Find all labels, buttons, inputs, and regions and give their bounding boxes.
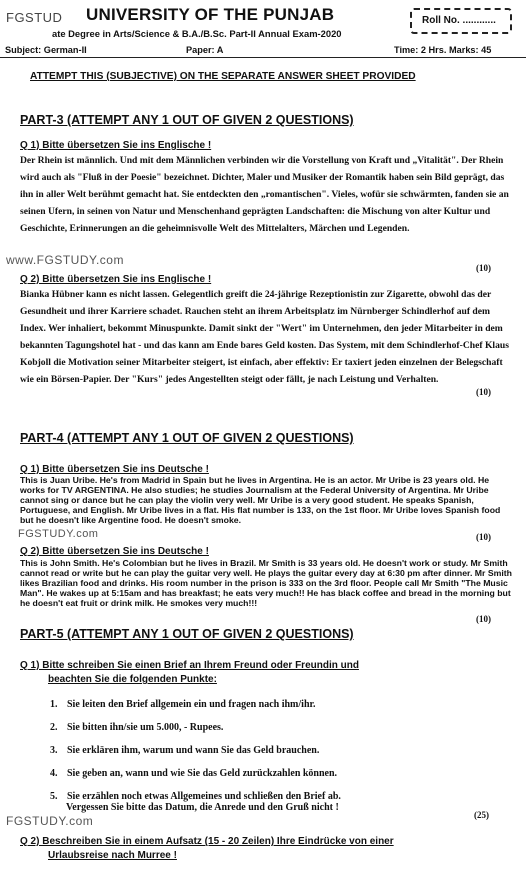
point-item: 2. Sie bitten ihn/sie um 5.000, - Rupees. [50,722,224,733]
part5-q1-heading-line2: beachten Sie die folgenden Punkte: [48,674,217,685]
part5-q2-heading-line1: Q 2) Beschreiben Sie in einem Aufsatz (15 - 20 Zeilen) Ihre Eindrücke von einer [20,836,394,847]
watermark-header: FGSTUD [6,10,63,25]
part5-q2-heading-line2: Urlaubsreise nach Murree ! [48,850,177,861]
part4-q2-marks: (10) [476,614,491,624]
point-item: 4. Sie geben an, wann und wie Sie das Geld zurückzahlen können. [50,768,338,779]
paper-label: Paper: A [186,45,224,55]
part5-q1-closing: Vergessen Sie bitte das Datum, die Anrede und den Gruß nicht ! [66,802,339,813]
part3-q2-heading: Q 2) Bitte übersetzen Sie ins Englische ! [20,274,212,285]
part4-title: PART-4 (ATTEMPT ANY 1 OUT OF GIVEN 2 QUESTIONS) [20,431,354,445]
time-marks-label: Time: 2 Hrs. Marks: 45 [394,45,492,55]
part5-q1-marks: (25) [474,810,489,820]
part3-q1-text: Der Rhein ist männlich. Und mit dem Männlichen verbinden wir die Vorstellung von Kraft und „Vitalität". Der Rhein wird auch als "Fluß in der Poesie" bezeichnet. Dichter, Maler und Musiker der Romantik haben sein Bild geprägt, das ihn in aller Welt berühmt gemacht hat. Sie entdeckten den „romantischen". Vieles, wofür sie schwärmten, fanden sie an seinen Ufern, in seinen von Natur und Menschenhand geprägten Landschaften: die Mischung von alter Kultur und Geschichte, Erinnerungen an die geheimnisvolle Welt des Mittelalters, Märchen und Legenden. [20,155,509,234]
part3-q2-text: Bianka Hübner kann es nicht lassen. Gelegentlich greift die 24-jährige Rezeptionistin zur Zigarette, obwohl das der Gesundheit und ihrer Karriere schadet. Rauchen steht an ihrem Arbeitsplatz im Nürnberger Schindlerhof auf dem Index. Wer inhaliert, bekommt Minuspunkte. Damit sinkt der "Wert" im Unternehmen, den jeder Mitarbeiter in dem bekannten Tagungshotel hat - und das kann am Ende bares Geld kosten. Das System, mit dem Schindlerhof-Chef Klaus Kobjoll die Motivation seiner Mitarbeiter steigert, ist einfach, aber effektiv: Er taxiert jeden einzelnen der Belegschaft wie ein Börsen-Papier. Der "Kurs" jedes Angestellten steigt oder fällt, je nach Leistung und Verhalten. [20,289,509,385]
subject-label: Subject: German-II [5,45,87,55]
part3-q1-marks: (10) [476,263,491,273]
watermark-1: www.FGSTUDY.com [6,253,124,267]
part4-q1-text: This is Juan Uribe. He's from Madrid in Spain but he lives in Argentina. He is an actor. Mr Uribe is 23 years old. He works for TV ARGENTINA. He also studies; he studies Journalism at the Federal University of Argentina. Mr Uribe cannot sing or dance but he can play the violin very well. Mr Uribe is a very good student. He speaks Spanish, Portuguese, and English. Mr Uribe lives in a flat. His flat number is 133, on the 1st floor. Mr Uribe loves Spanish food but he doesn't like Argentine food. He doesn't smoke. [20,475,501,525]
part3-title: PART-3 (ATTEMPT ANY 1 OUT OF GIVEN 2 QUESTIONS) [20,113,354,127]
watermark-2: FGSTUDY.com [18,528,99,540]
point-item: 3. Sie erklären ihm, warum und wann Sie das Geld brauchen. [50,745,320,756]
part4-q1-marks: (10) [476,532,491,542]
part4-q2-text: This is John Smith. He's Colombian but he lives in Brazil. Mr Smith is 33 years old. He doesn't work or study. Mr Smith cannot read or write but he can play the guitar very well. He plays the guitar every day at 6:30 pm after dinner. Mr Smith likes Brazilian food and drinks. His room number in the prison is 333 on the 3rd floor. People call Mr Smith "The Music Man". He wakes up at 5:15am and has breakfast; he eats very much!! He has black coffee and bread in the morning but he doesn't eat fruit or drink milk. He smokes very much!!! [20,558,512,608]
point-item: 5. Sie erzählen noch etwas Allgemeines und schließen den Brief ab. [50,791,341,802]
part3-q2-marks: (10) [476,387,491,397]
exam-line: ate Degree in Arts/Science & B.A./B.Sc. Part-II Annual Exam-2020 [52,28,342,39]
watermark-3: FGSTUDY.com [6,814,94,828]
part5-q1-heading-line1: Q 1) Bitte schreiben Sie einen Brief an Ihrem Freund oder Freundin und [20,660,359,671]
part4-q2-heading: Q 2) Bitte übersetzen Sie ins Deutsche ! [20,546,209,557]
roll-no-box: Roll No. ............ [410,8,512,34]
header-divider [0,57,526,58]
university-title: UNIVERSITY OF THE PUNJAB [86,5,335,24]
part3-q1-heading: Q 1) Bitte übersetzen Sie ins Englische ! [20,140,212,151]
part5-title: PART-5 (ATTEMPT ANY 1 OUT OF GIVEN 2 QUESTIONS) [20,627,354,641]
part4-q1-heading: Q 1) Bitte übersetzen Sie ins Deutsche ! [20,464,209,475]
point-item: 1. Sie leiten den Brief allgemein ein und fragen nach ihm/ihr. [50,699,316,710]
instruction: ATTEMPT THIS (SUBJECTIVE) ON THE SEPARATE ANSWER SHEET PROVIDED [30,71,416,82]
part5-q1-points [50,693,490,808]
